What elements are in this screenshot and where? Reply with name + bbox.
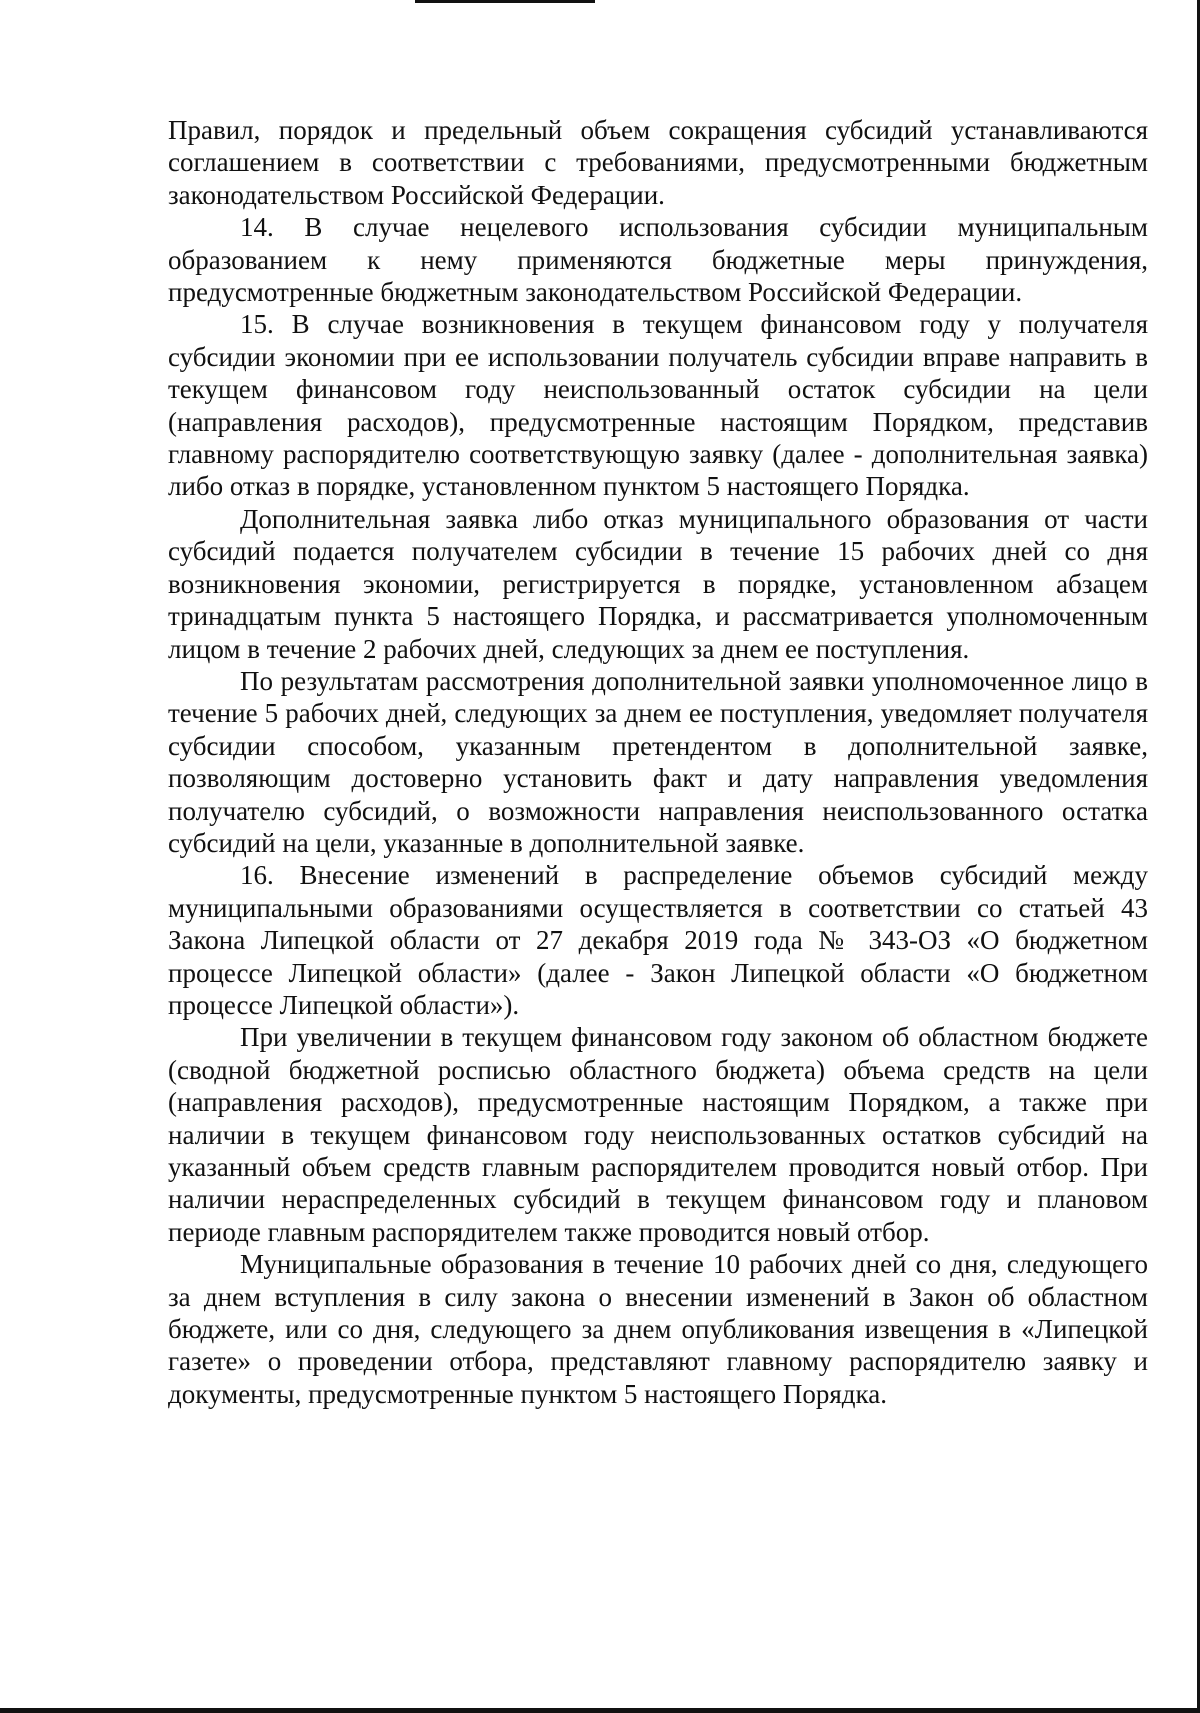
paragraph-item-16: 16. Внесение изменений в распределение объемов субсидий между муниципальными образованиями осуществляется в соответствии со статьей 43 Закона Липецкой области от 27 декабря 2019 года № 343-ОЗ «О бюджетном процессе Липецкой области» (далее - Закон Липецкой области «О бюджетном процессе Липецкой области»). <box>168 860 1148 1020</box>
paragraph-review-results: По результатам рассмотрения дополнительной заявки уполномоченное лицо в течение 5 рабочих дней, следующих за днем ее поступления, уведомляет получателя субсидии способом, указанным претендентом в дополнительной заявке, позволяющим достоверно установить факт и дату направления уведомления получателю субсидий, о возможности направления неиспользованного остатка субсидий на цели, указанные в дополнительной заявке. <box>168 665 1148 858</box>
paragraph-budget-increase: При увеличении в текущем финансовом году законом об областном бюджете (сводной бюджетной росписью областного бюджета) объема средств на цели (направления расходов), предусмотренные настоящим Порядком, а также при наличии в текущем финансовом году неиспользованных остатков субсидий на указанный объем средств главным распорядителем проводится новый отбор. При наличии нераспределенных субсидий в текущем финансовом году и плановом периоде главным распорядителем также проводится новый отбор. <box>168 1022 1148 1247</box>
scan-top-edge-mark <box>415 0 595 3</box>
document-body <box>168 114 1148 1410</box>
paragraph-item-14: 14. В случае нецелевого использования субсидии муниципальным образованием к нему применяются бюджетные меры принуждения, предусмотренные бюджетным законодательством Российской Федерации. <box>168 212 1148 308</box>
scan-bottom-edge-mark <box>0 1708 1200 1713</box>
paragraph-continuation: Правил, порядок и предельный объем сокращения субсидий устанавливаются соглашением в соответствии с требованиями, предусмотренными бюджетным законодательством Российской Федерации. <box>168 115 1148 210</box>
paragraph-additional-request: Дополнительная заявка либо отказ муниципального образования от части субсидий подается получателем субсидии в течение 15 рабочих дней со дня возникновения экономии, регистрируется в порядке, установленном абзацем тринадцатым пункта 5 настоящего Порядка, и рассматривается уполномоченным лицом в течение 2 рабочих дней, следующих за днем ее поступления. <box>168 503 1148 664</box>
paragraph-municipal-submission: Муниципальные образования в течение 10 рабочих дней со дня, следующего за днем вступления в силу закона о внесении изменений в Закон об областном бюджете, или со дня, следующего за днем опубликования извещения в «Липецкой газете» о проведении отбора, представляют главному распорядителю заявку и документы, предусмотренные пунктом 5 настоящего Порядка. <box>168 1249 1148 1409</box>
paragraph-item-15: 15. В случае возникновения в текущем финансовом году у получателя субсидии экономии при ее использовании получатель субсидии вправе направить в текущем финансовом году неиспользованный остаток субсидии на цели (направления расходов), предусмотренные настоящим Порядком, представив главному распорядителю соответствующую заявку (далее - дополнительная заявка) либо отказ в порядке, установленном пунктом 5 настоящего Порядка. <box>168 309 1148 502</box>
